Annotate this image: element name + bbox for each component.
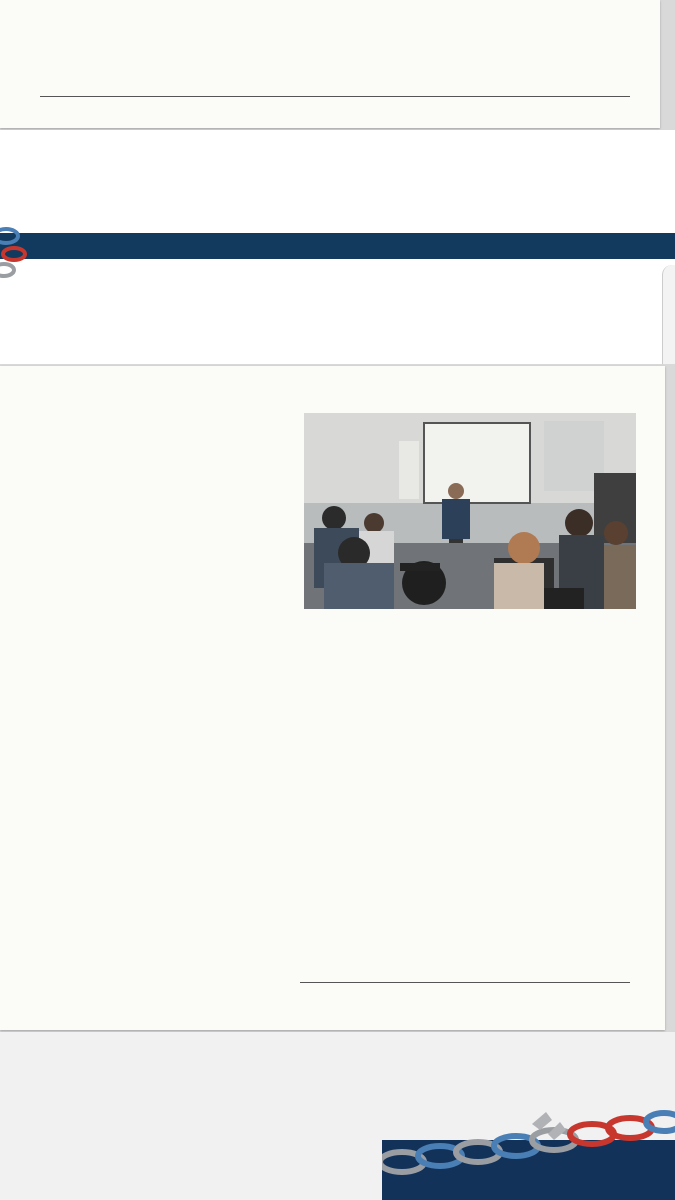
footer-rule: [40, 96, 630, 97]
article-page: [0, 366, 665, 1030]
next-page-fragment: [0, 1032, 675, 1200]
article-photo: [304, 413, 636, 609]
chain-link-icon: [382, 1094, 675, 1194]
section-divider-page: [0, 130, 675, 364]
scroll-tab: [662, 265, 675, 364]
chain-link-icon: [0, 208, 60, 288]
previous-page-fragment: [0, 0, 660, 128]
navy-section-bar: [0, 233, 675, 259]
footer-rule-main: [300, 982, 630, 983]
